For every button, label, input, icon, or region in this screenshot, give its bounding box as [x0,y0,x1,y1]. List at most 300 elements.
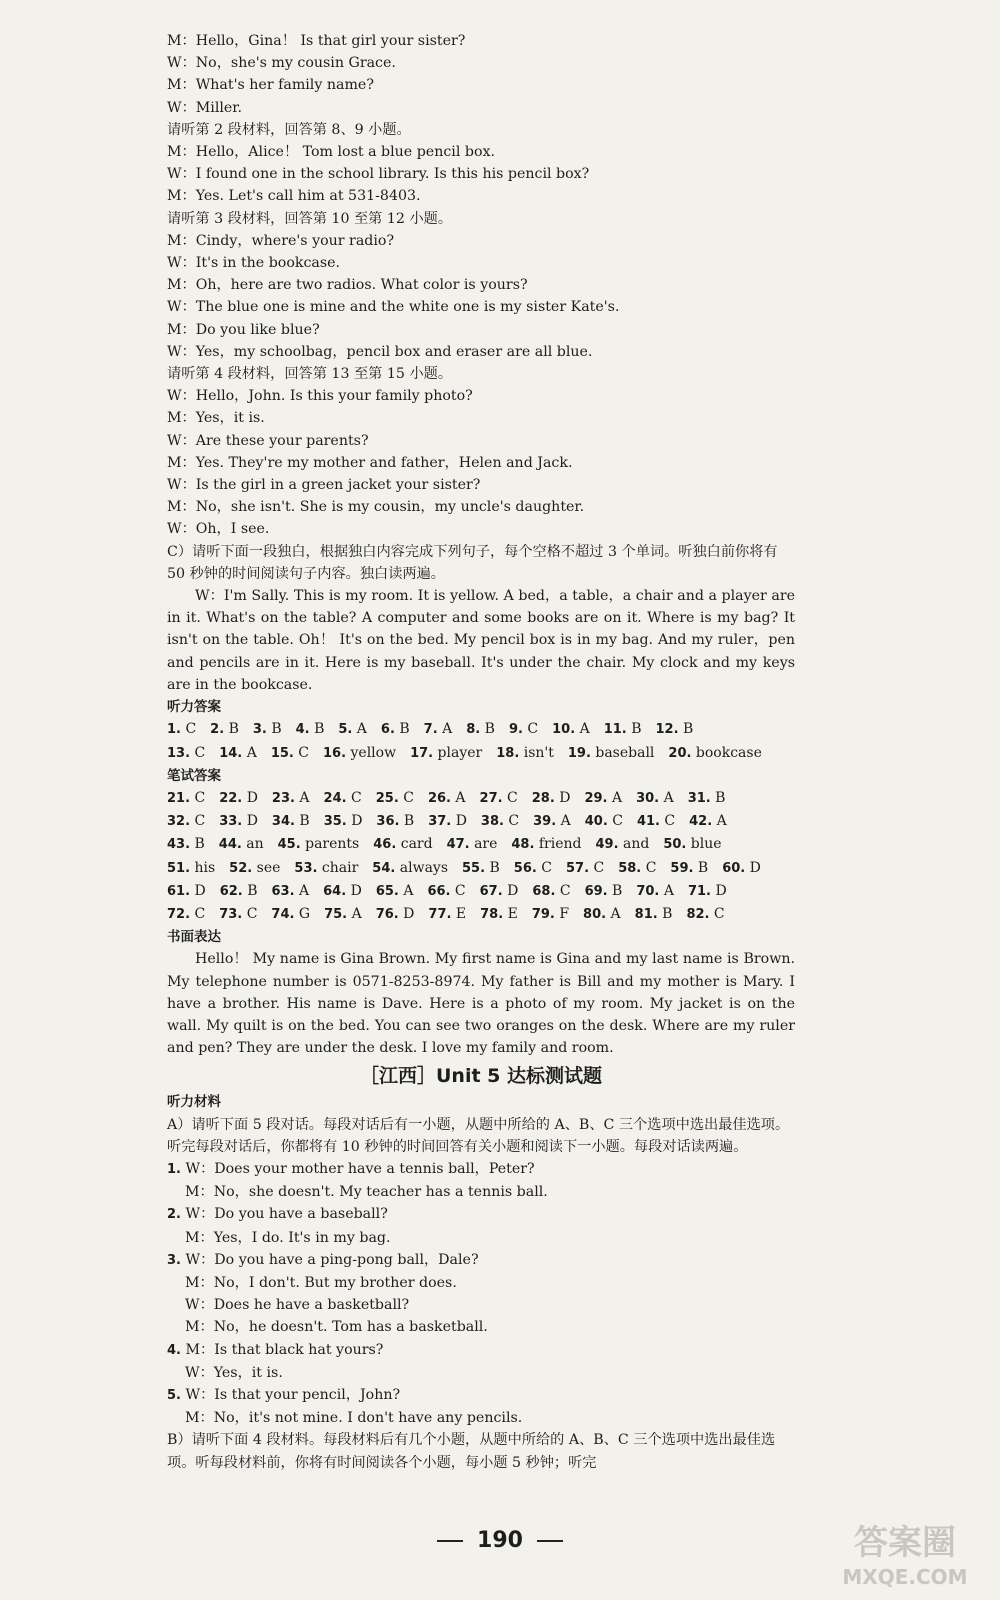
answer-item [447,833,498,856]
dialog-line [167,1339,795,1362]
answer-item [323,742,396,765]
answer-value: D [194,882,206,899]
dialog-line: M：Yes. They're my mother and father，Helen and Jack. [167,454,573,471]
dialog-text: W：Do you have a baseball? [185,1206,388,1223]
dialog-line: W：Miller. [167,99,243,116]
answer-number: 69. [584,883,608,899]
section-a-dialogs [167,1158,795,1429]
answer-value: D [246,813,258,830]
dialog-text: W：Yes，it is. [185,1364,283,1381]
answer-item [689,810,727,833]
answer-item [509,718,538,741]
answer-number: 80. [583,906,607,922]
answer-item [532,903,569,926]
answer-value: B [484,721,495,738]
dialog-text: M：No，it's not mine. I don't have any pencils. [185,1410,523,1427]
answer-item [552,718,590,741]
answer-value: C [593,859,605,876]
watermark-top: 答案圈 [854,1523,956,1563]
dialog-line [167,1249,795,1272]
answer-item [635,903,673,926]
answer-item [376,810,414,833]
answer-value: player [437,744,483,761]
answer-item [167,810,205,833]
answer-item [466,718,495,741]
answer-value: B [662,905,673,922]
listening-answers [167,718,795,764]
answer-number: 67. [479,883,503,899]
dialog-line: W：The blue one is mine and the white one is my sister Kate's. [167,299,620,316]
dialog-line [167,1294,795,1316]
answer-number: 38. [480,814,504,830]
answer-value: C [403,789,414,806]
answer-value: A [611,789,623,806]
item-number: 1. [167,1161,181,1177]
answer-row [167,857,795,880]
answer-value: G [298,905,311,922]
answer-number: 19. [567,745,591,761]
dialog-line: M：Hello，Alice！ Tom lost a blue pencil box. [167,144,495,161]
answer-number: 7. [423,722,438,738]
answer-item [219,810,258,833]
dialog-line: M：Yes，it is. [167,410,265,427]
answer-number: 75. [324,906,348,922]
dialog-text: M：No，I don't. But my brother does. [185,1274,457,1291]
answer-number: 45. [277,837,301,853]
answer-value: A [351,905,362,922]
answer-value: D [455,813,467,830]
answer-number: 73. [219,906,243,922]
answer-item [253,718,282,741]
dialog-line [167,1203,795,1226]
answer-item [585,810,623,833]
dialog-line [167,1316,795,1338]
answer-item [480,903,518,926]
answer-value: B [403,813,415,830]
answer-row [167,880,795,903]
answer-value: B [194,836,205,853]
answer-number: 46. [373,837,397,853]
answer-item [568,742,655,765]
answer-item [532,880,570,903]
answer-number: 33. [219,814,243,830]
answer-value: D [246,789,258,806]
answer-number: 71. [687,883,711,899]
answer-value: B [715,789,726,806]
answer-item [663,833,721,856]
item-number: 3. [167,1252,181,1268]
answer-value: C [246,905,258,922]
answer-number: 59. [670,860,694,876]
answer-number: 63. [271,883,295,899]
answer-item [219,787,258,810]
answer-item [583,903,621,926]
answer-number: 82. [686,906,710,922]
answer-item [670,857,708,880]
answer-item [167,833,205,856]
answer-number: 34. [271,814,295,830]
answer-number: 50. [663,837,687,853]
answer-number: 48. [511,837,535,853]
answer-number: 51. [167,860,191,876]
answer-number: 40. [584,814,608,830]
answer-number: 8. [466,722,481,738]
answer-number: 15. [270,745,294,761]
dialog-text: M：Yes，I do. It's in my bag. [185,1229,391,1246]
listening-answers-heading: 听力答案 [167,699,221,716]
answer-item [688,880,727,903]
answer-item [373,833,432,856]
answer-value: bookcase [695,744,762,761]
answer-number: 10. [552,722,576,738]
dialog-line: M：Hello，Gina！ Is that girl your sister? [167,33,466,49]
answer-number: 21. [167,790,191,806]
answer-value: C [612,813,623,830]
answer-value: C [194,905,206,922]
answer-item [668,742,761,765]
section-c-instruction: C）请听下面一段独白，根据独白内容完成下列句子，每个空格不超过 3 个单词。听独白前你将有 50 秒钟的时间阅读句子内容。独白读两遍。 [167,543,778,582]
dialog-line: M：Oh，here are two radios. What color is yours? [167,277,528,294]
answer-row [167,903,795,926]
answer-row [167,787,795,810]
answer-number: 16. [323,745,347,761]
answer-number: 64. [323,883,347,899]
answer-value: are [474,836,498,853]
answer-value: C [664,813,676,830]
answer-item [272,880,310,903]
answer-value: B [612,882,623,899]
answer-value: B [682,721,694,738]
dialog-transcript [167,30,795,541]
answer-value: A [455,789,466,806]
written-answers [167,787,795,926]
answer-number: 76. [375,906,399,922]
answer-number: 60. [722,860,746,876]
answer-item [381,718,410,741]
answer-value: and [622,836,650,853]
answer-item [618,857,656,880]
answer-number: 31. [687,790,711,806]
answer-item [428,903,466,926]
answer-value: blue [690,836,722,853]
answer-value: B [489,859,500,876]
answer-item [219,742,257,765]
answer-item [480,787,518,810]
dialog-text: W：Do you have a ping-pong ball，Dale? [185,1251,479,1268]
answer-value: D [715,882,727,899]
answer-item [481,810,519,833]
answer-number: 55. [462,860,486,876]
answer-value: A [663,882,674,899]
dialog-line: 请听第 4 段材料，回答第 13 至第 15 小题。 [167,366,453,383]
answer-number: 2. [210,722,225,738]
answer-value: C [559,882,571,899]
answer-value: B [697,859,709,876]
answer-item [496,742,554,765]
answer-item [324,787,362,810]
dialog-line: W：Hello，John. Is this your family photo? [167,388,473,405]
answer-value: chair [321,859,359,876]
answer-value: D [749,859,761,876]
answer-number: 14. [219,745,243,761]
dialog-line: M：Yes. Let's call him at 531-8403. [167,188,421,205]
dialog-line: M：No，she isn't. She is my cousin，my uncle's daughter. [167,499,585,516]
answer-item [462,857,500,880]
dialog-line [167,1272,795,1294]
answer-value: friend [538,836,582,853]
answer-value: E [507,905,518,922]
answer-number: 6. [380,722,395,738]
answer-value: C [454,882,466,899]
answer-number: 26. [427,790,451,806]
answer-row [167,833,795,856]
listening-material-heading: 听力材料 [167,1094,221,1111]
answer-item [686,903,724,926]
section-c-monologue: W：I'm Sally. This is my room. It is yellow. A bed，a table，a chair and a player are in it. What's on the table? A computer and some books are on it. Where is my bag? It isn't on the table. Oh！ It's on the bed. My pencil box is in my bag. And my ruler，pen and pencils are in it. Here is my baseball. It's under the chair. My clock and my keys are in the bookcase. [167,588,795,693]
answer-value: D [350,882,362,899]
answer-number: 77. [428,906,452,922]
answer-item [688,787,726,810]
answer-value: A [299,789,310,806]
answer-number: 27. [479,790,503,806]
answer-item [511,833,581,856]
dialog-text: M：No，she doesn't. My teacher has a tennis ball. [185,1184,548,1201]
dialog-text: W：Does your mother have a tennis ball，Peter? [185,1160,535,1177]
answer-item [637,810,675,833]
answer-value: A [298,882,310,899]
answer-number: 61. [167,883,191,899]
answer-item [167,857,215,880]
answer-number: 54. [372,860,396,876]
answer-number: 58. [618,860,642,876]
answer-number: 24. [323,790,347,806]
answer-value: C [713,905,725,922]
answer-value: B [314,721,325,738]
answer-value: card [400,836,433,853]
item-number: 2. [167,1207,181,1223]
answer-number: 37. [428,814,452,830]
answer-number: 53. [294,860,318,876]
answer-value: C [351,789,362,806]
answer-item [480,880,519,903]
answer-number: 79. [531,906,555,922]
watermark-logo [830,1512,980,1592]
answer-value: C [527,721,539,738]
section-a-instruction: A）请听下面 5 段对话。每段对话后有一小题，从题中所给的 A、B、C 三个选项中选出最佳选项。听完每段对话后，你都将有 10 秒钟的时间回答有关小题和阅读下一小题。每段对话读两遍。 [167,1116,790,1155]
dialog-line: 请听第 2 段材料，回答第 8、9 小题。 [167,121,411,138]
answer-item [167,880,206,903]
page-number-dash-right [537,1540,563,1542]
answer-value: C [298,744,310,761]
answer-item [376,880,414,903]
answer-item [585,880,623,903]
answer-value: D [351,813,363,830]
answer-number: 23. [271,790,295,806]
page-number-dash-left [437,1540,463,1542]
answer-item [296,718,325,741]
answer-item [533,810,571,833]
answer-item [271,742,309,765]
answer-value: A [610,905,621,922]
answer-value: B [271,721,282,738]
answer-item [428,787,466,810]
item-number: 4. [167,1342,181,1358]
answer-item [427,880,465,903]
answer-number: 81. [634,906,658,922]
answer-value: F [559,905,570,922]
answer-number: 39. [533,814,557,830]
dialog-line: W：I found one in the school library. Is this his pencil box? [167,166,590,183]
answer-item [376,787,414,810]
answer-number: 44. [218,837,242,853]
item-number: 5. [167,1387,181,1403]
answer-number: 66. [427,883,451,899]
dialog-line: W：Is the girl in a green jacket your sister? [167,477,481,494]
answer-value: B [399,721,410,738]
answer-number: 29. [584,790,608,806]
answer-number: 41. [636,814,660,830]
answer-value: A [579,721,590,738]
answer-row [167,742,795,765]
dialog-line [167,1158,795,1181]
answer-item [424,718,453,741]
answer-value: D [403,905,415,922]
answer-item [167,718,196,741]
answer-number: 32. [167,814,191,830]
answer-number: 22. [219,790,243,806]
answer-number: 17. [410,745,434,761]
answer-item [220,880,258,903]
dialog-line: W：Yes，my schoolbag，pencil box and eraser are all blue. [167,343,593,360]
answer-item [294,857,358,880]
dialog-line: M：What's her family name? [167,77,374,94]
answer-number: 18. [496,745,520,761]
answer-number: 28. [531,790,555,806]
watermark-bottom: MXQE.COM [842,1565,968,1589]
answer-value: baseball [595,744,655,761]
answer-number: 70. [636,883,660,899]
answer-number: 42. [689,814,713,830]
answer-value: always [399,859,449,876]
answer-value: C [645,859,657,876]
answer-number: 68. [532,883,556,899]
answer-value: B [228,721,239,738]
dialog-line [167,1384,795,1407]
answer-item [272,810,310,833]
answer-number: 12. [655,722,679,738]
answer-number: 25. [375,790,399,806]
dialog-line [167,1181,795,1203]
answer-value: isn't [523,744,554,761]
answer-value: yellow [350,744,397,761]
answer-item [596,833,650,856]
section-b-instruction: B）请听下面 4 段材料。每段材料后有几个小题，从题中所给的 A、B、C 三个选项中选出最佳选项。听每段材料前，你将有时间阅读各个小题，每小题 5 秒钟；听完 [167,1432,776,1471]
answer-item [278,833,360,856]
answer-number: 5. [338,722,353,738]
answer-item [376,903,415,926]
page-number-value: 190 [477,1528,523,1553]
dialog-line [167,1407,795,1429]
answer-value: his [194,859,216,876]
answer-number: 13. [167,745,191,761]
answer-number: 20. [668,745,692,761]
answer-value: C [508,813,520,830]
answer-item [722,857,761,880]
answer-value: B [631,721,642,738]
dialog-text: W：Does he have a basketball? [185,1297,410,1314]
dialog-line: W：Oh，I see. [167,521,270,538]
answer-number: 9. [508,722,523,738]
answer-item [272,787,310,810]
answer-number: 72. [167,906,191,922]
answer-item [271,903,310,926]
answer-value: A [442,721,453,738]
answer-item [167,903,205,926]
answer-value: A [716,813,727,830]
answer-item [514,857,552,880]
answer-item [656,718,694,741]
dialog-text: M：Is that black hat yours? [185,1341,384,1358]
dialog-line: M：Do you like blue? [167,321,320,338]
answer-number: 11. [603,722,627,738]
answer-value: parents [305,836,360,853]
unit-title: ［江西］Unit 5 达标测试题 [359,1065,602,1088]
answer-item [532,787,571,810]
answer-number: 74. [271,906,295,922]
dialog-line: W：Are these your parents? [167,432,369,449]
answer-item [229,857,280,880]
answer-item [428,810,467,833]
written-answers-heading: 笔试答案 [167,767,221,784]
answer-value: C [507,789,518,806]
answer-number: 56. [513,860,537,876]
answer-value: C [185,721,197,738]
dialog-line: W：No，she's my cousin Grace. [167,55,396,72]
answer-value: A [560,813,571,830]
writing-heading: 书面表达 [167,929,221,946]
answer-number: 35. [323,814,347,830]
answer-item [636,787,674,810]
answer-number: 57. [566,860,590,876]
answer-item [636,880,674,903]
answer-number: 30. [636,790,660,806]
answer-number: 65. [375,883,399,899]
answer-value: C [194,789,206,806]
dialog-line [167,1227,795,1249]
answer-value: an [246,836,264,853]
answer-value: B [299,813,310,830]
answer-item [338,718,367,741]
answer-item [210,718,239,741]
answer-number: 47. [446,837,470,853]
answer-item [167,742,205,765]
answer-value: A [246,744,257,761]
writing-sample: Hello！ My name is Gina Brown. My first name is Gina and my last name is Brown. My telephone number is 0571-8253-8974. My father is Bill and my mother is Mary. I have a brother. His name is Dave. Here is a photo of my room. My jacket is on the wall. My quilt is on the bed. You can see two oranges on the desk. Where are my ruler and pen? They are under the desk. I love my family and room. [167,951,795,1057]
answer-number: 1. [167,722,181,738]
answer-value: C [194,744,206,761]
answer-value: C [194,813,206,830]
answer-row [167,718,795,741]
dialog-line: 请听第 3 段材料，回答第 10 至第 12 小题。 [167,210,453,227]
dialog-text: M：No，he doesn't. Tom has a basketball. [185,1319,488,1336]
answer-item [219,903,257,926]
answer-value: C [541,859,552,876]
answer-number: 49. [595,837,619,853]
answer-item [584,787,622,810]
answer-number: 3. [252,722,267,738]
answer-number: 78. [480,906,504,922]
dialog-line: W：It's in the bookcase. [167,255,341,272]
